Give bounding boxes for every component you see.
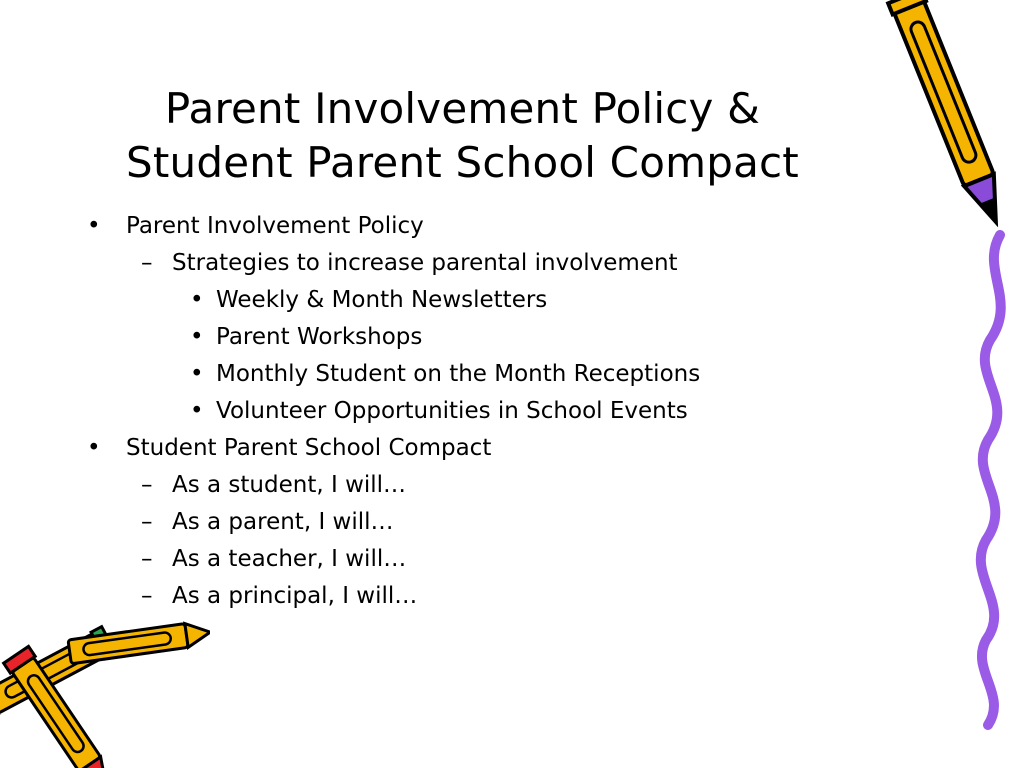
bullet-marker: – [141,250,153,276]
bullet-marker: • [190,361,204,387]
bullet-marker: – [141,546,153,572]
squiggle-line-icon [960,230,1024,730]
bullet-marker: • [190,324,204,350]
bullet-text: Student Parent School Compact [126,435,492,461]
bullet-text: As a teacher, I will… [172,546,407,572]
bullet-marker: – [141,472,153,498]
bullet-marker: – [141,509,153,535]
bullet-text: Volunteer Opportunities in School Events [216,398,688,424]
bullet-marker: – [141,583,153,609]
bullet-marker: • [87,213,101,239]
slide-title [70,82,855,190]
bullet-text: Strategies to increase parental involvement [172,250,678,276]
pencil-icon [855,0,1005,250]
bullet-text: As a principal, I will… [172,583,418,609]
bullet-text: As a student, I will… [172,472,407,498]
bullet-marker: • [190,398,204,424]
bullet-text: Parent Involvement Policy [126,213,424,239]
bullet-text: Parent Workshops [216,324,423,350]
bullet-text: Weekly & Month Newsletters [216,287,548,313]
bullet-marker: • [87,435,101,461]
slide-title-line-1: Parent Involvement Policy & [164,84,761,133]
pencil-icon [0,610,210,768]
slide-title-line-2: Student Parent School Compact [126,138,799,187]
bullet-text: Monthly Student on the Month Receptions [216,361,701,387]
bullet-marker: • [190,287,204,313]
bullet-text: As a parent, I will… [172,509,394,535]
